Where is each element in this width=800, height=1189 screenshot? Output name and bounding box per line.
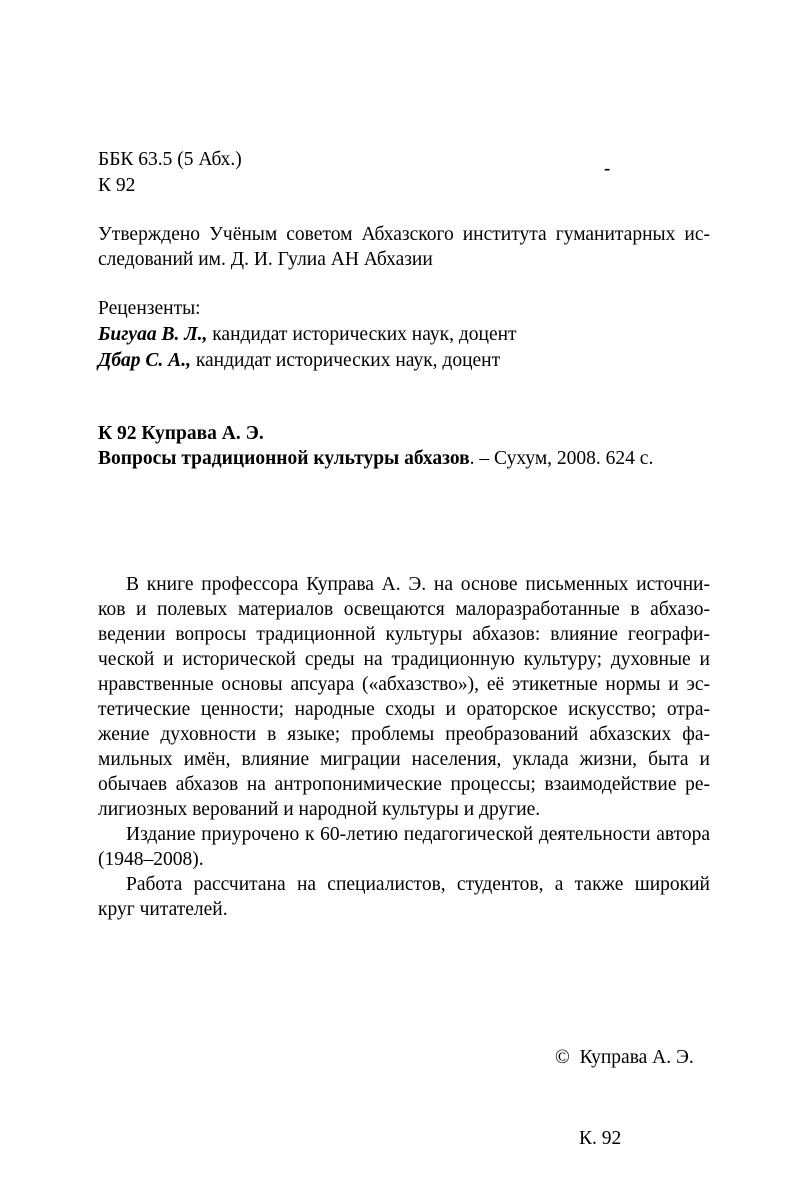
text-line: жение духовности в языке; проблемы преобразований абхазских фа- <box>98 724 710 745</box>
text-line: обычаев абхазов на антропонимические процессы; взаимодействие ре- <box>98 774 710 795</box>
annotation-paragraph <box>98 572 710 822</box>
stray-dash-mark: - <box>604 158 611 179</box>
book-title: Вопросы традиционной культуры абхазов <box>98 448 470 469</box>
catalog-code-line: К 92 <box>98 175 136 196</box>
annotation-paragraph <box>98 872 710 922</box>
bbk-line: ББК 63.5 (5 Абх.) <box>98 149 242 170</box>
text-line: В книге профессора Куправа А. Э. на основе письменных источни- <box>126 574 710 595</box>
text-line: круг читателей. <box>98 899 228 920</box>
text-line: следований им. Д. И. Гулиа АН Абхазии <box>98 249 433 270</box>
text-line: лигиозных верований и народной культуры и другие. <box>98 799 541 820</box>
text-line: ческой и исторической среды на традиционную культуру; духовные и <box>98 649 710 670</box>
copyright-block <box>555 990 694 1189</box>
reviewer-description: кандидат исторических наук, доцент <box>190 350 501 371</box>
reviewer-description: кандидат исторических наук, доцент <box>207 324 517 345</box>
catalog-title-line <box>98 446 710 471</box>
text-line: ведении вопросы традиционной культуры абхазов: влияние географи- <box>98 624 710 645</box>
reviewer-name: Дбар С. А., <box>98 350 191 371</box>
annotation-paragraph <box>98 822 710 872</box>
copyright-code-line: К. 92 <box>579 1128 622 1149</box>
approval-statement <box>98 222 710 272</box>
text-line: ков и полевых материалов освещаются малоразработанные в абхазо- <box>98 599 710 620</box>
text-line: Утверждено Учёным советом Абхазского института гуманитарных ис- <box>98 224 710 245</box>
catalog-entry <box>98 421 710 471</box>
text-line: мильных имён, влияние миграции населения, уклада жизни, быта и <box>98 749 710 770</box>
bbk-classification-block <box>98 147 710 199</box>
book-title-imprint: . – Сухум, 2008. 624 с. <box>469 448 654 469</box>
annotation-block <box>98 572 710 922</box>
reviewer-entry <box>98 322 710 348</box>
reviewers-heading: Рецензенты: <box>98 298 201 319</box>
copyright-line: © Куправа А. Э. <box>555 1047 694 1068</box>
reviewer-entry <box>98 348 710 374</box>
text-line: нравственные основы апсуара («абхазство»), её этикетные нормы и эс- <box>98 674 710 695</box>
text-line: тетические ценности; народные сходы и ораторское искусство; отра- <box>98 699 710 720</box>
text-line: Работа рассчитана на специалистов, студентов, а также широкий <box>126 874 710 895</box>
catalog-author-line: К 92 Куправа А. Э. <box>98 423 264 444</box>
reviewers-block <box>98 296 710 374</box>
text-line: (1948–2008). <box>98 849 204 870</box>
reviewer-name: Бигуаа В. Л., <box>98 324 208 345</box>
text-line: Издание приурочено к 60-летию педагогической деятельности автора <box>126 824 710 845</box>
